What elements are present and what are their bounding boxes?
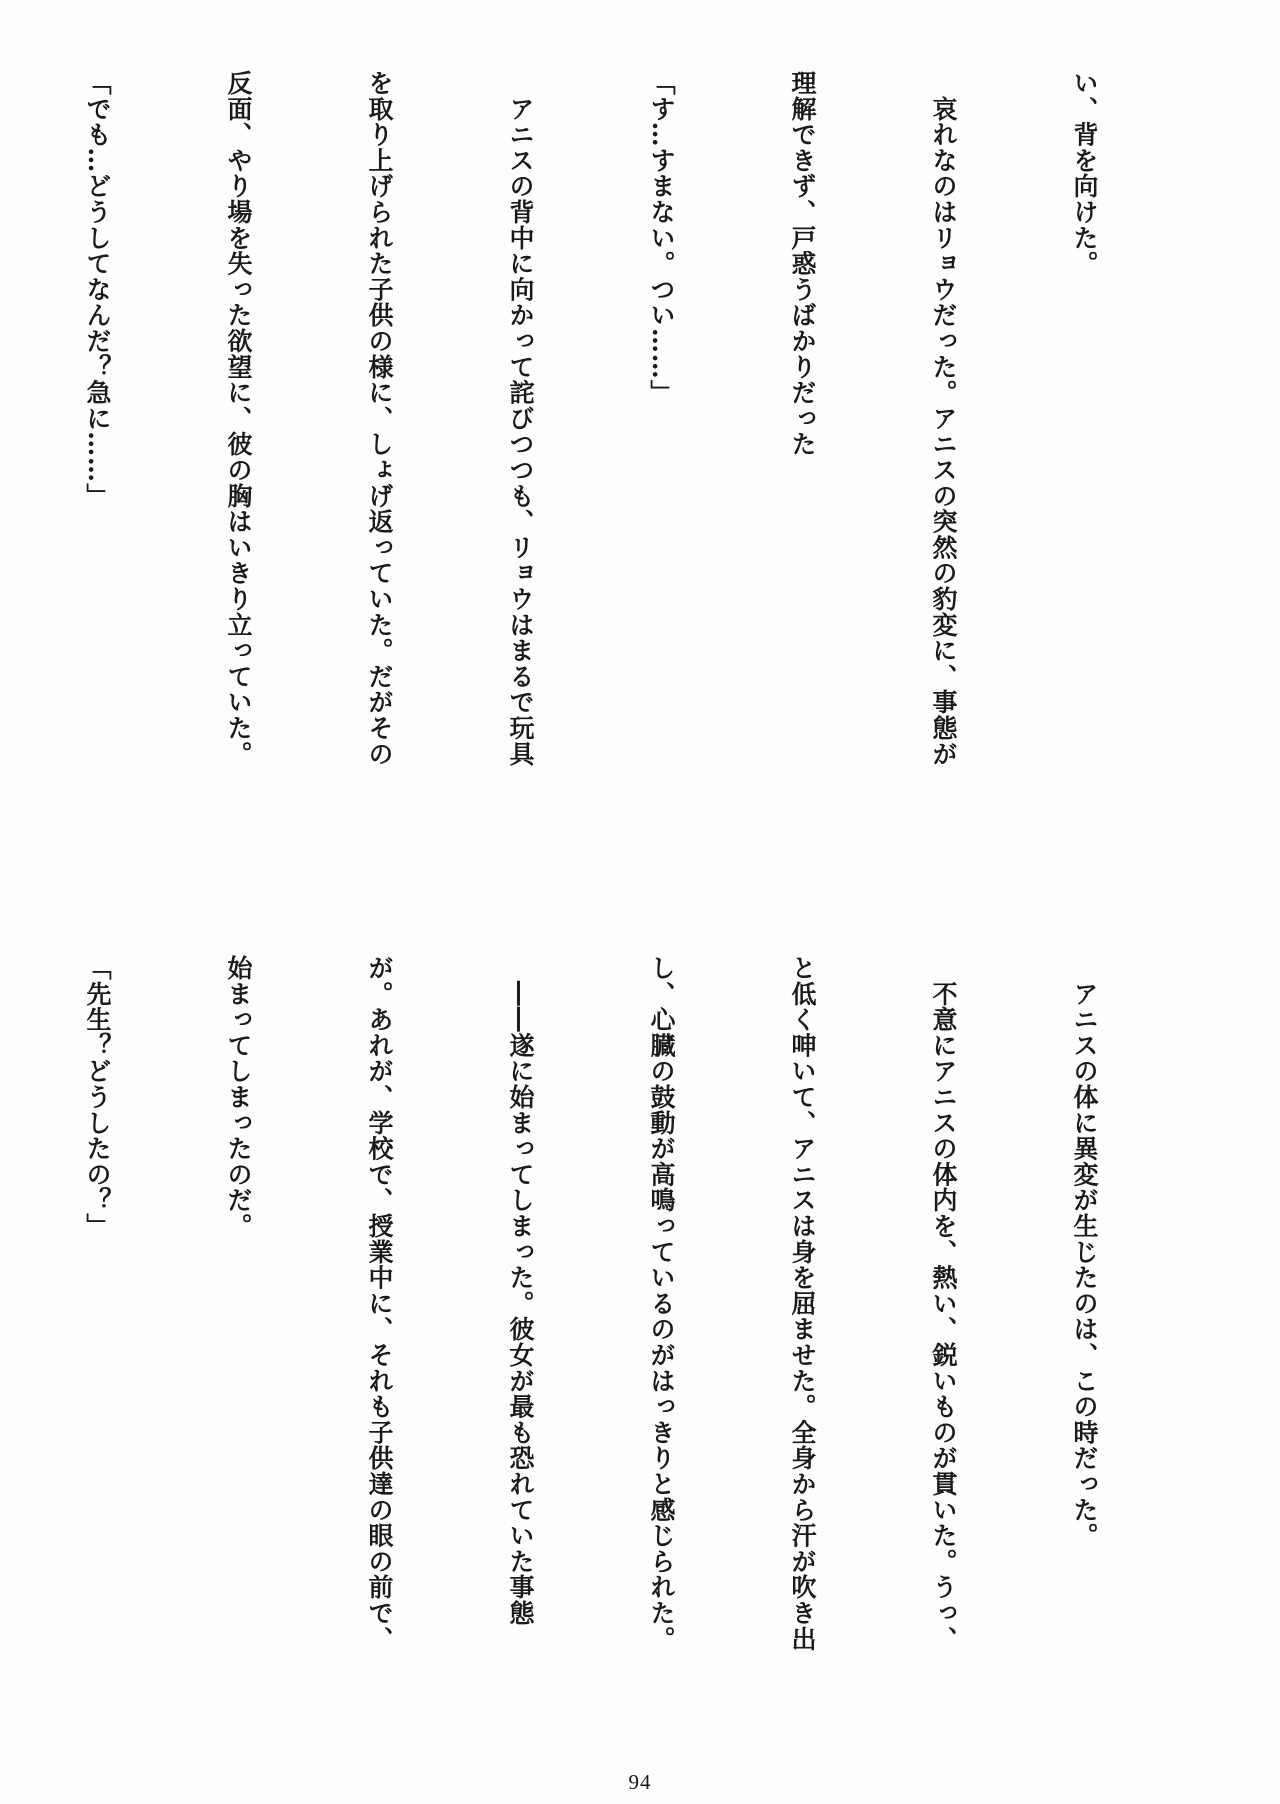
text-line: 哀れなのはリョウだった。アニスの突然の豹変に、事態が (929, 70, 958, 767)
text-line: アニスの体に異変が生じたのは、この時だった。 (1070, 955, 1099, 1549)
text-line: 始まってしまったのだ。 (224, 955, 253, 1239)
text-line: を取り上げられた子供の様に、しょげ返っていた。だがその (365, 70, 394, 767)
text-line: し、心臓の鼓動が高鳴っているのがはっきりと感じられた。 (647, 955, 676, 1652)
text-line: アニスの背中に向かって詫びつつも、リョウはまるで玩具 (506, 70, 535, 767)
text-line: ――遂に始まってしまった。彼女が最も恐れていた事態 (506, 955, 535, 1626)
text-line: 「でも…どうしてなんだ？急に……」 (83, 70, 112, 509)
text-line: 「す…すまない。つい……」 (647, 70, 676, 406)
text-line: 反面、やり場を失った欲望に、彼の胸はいきり立っていた。 (224, 70, 253, 767)
upper-text-block (0, 70, 1202, 900)
lower-text-block (0, 955, 1202, 1755)
text-line: が。あれが、学校で、授業中に、それも子供達の眼の前で、 (365, 955, 394, 1652)
text-line: 「先生？どうしたの？」 (83, 955, 112, 1239)
text-line: 理解できず、戸惑うばかりだった (788, 70, 817, 457)
text-line: い、背を向けた。 (1070, 70, 1099, 277)
page-number: 94 (628, 1770, 652, 1794)
text-line: と低く呻いて、アニスは身を屈ませた。全身から汗が吹き出 (788, 955, 817, 1652)
text-line: 不意にアニスの体内を、熱い、鋭いものが貫いた。うっ、 (929, 955, 958, 1652)
